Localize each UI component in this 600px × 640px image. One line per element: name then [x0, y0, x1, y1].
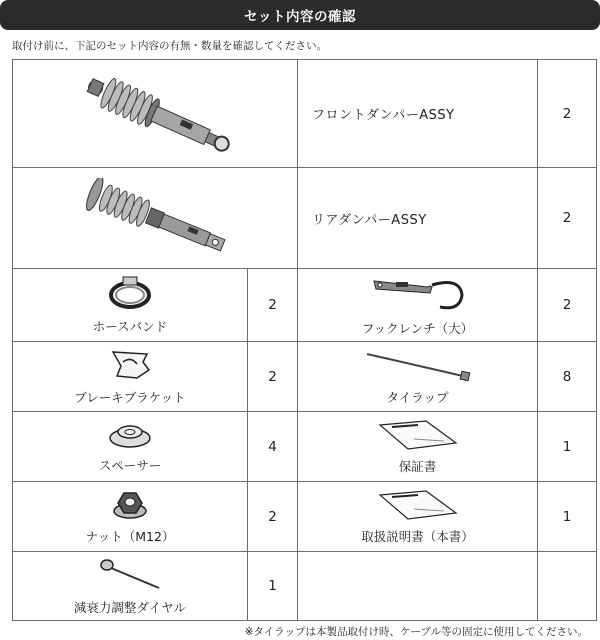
manual-icon [378, 489, 458, 521]
nut-label: ナット（M12） [85, 528, 175, 544]
warranty-card-cell [298, 412, 538, 482]
hose-band-qty: 2 [248, 269, 298, 342]
nut-icon [110, 489, 150, 521]
nut-cell [13, 482, 248, 552]
tie-wrap-qty: 8 [538, 342, 596, 412]
tie-wrap-cell [298, 342, 538, 412]
footnote: ※タイラップは本製品取付け時、ケーブル等の固定に使用してください。 [244, 626, 588, 638]
warranty-card-qty: 1 [538, 412, 596, 482]
hook-wrench-qty: 2 [538, 269, 596, 342]
brake-bracket-qty: 2 [248, 342, 298, 412]
hose-band-icon [107, 275, 153, 311]
warranty-card-icon [378, 419, 458, 451]
manual-cell [298, 482, 538, 552]
rear-damper-icon [70, 178, 240, 258]
tie-wrap-label: タイラップ [386, 389, 449, 405]
hook-wrench-cell [298, 269, 538, 342]
spacer-qty: 4 [248, 412, 298, 482]
damping-dial-qty: 1 [248, 552, 298, 620]
damping-dial-label: 減衰力調整ダイヤル [73, 600, 187, 615]
damping-dial-cell [13, 552, 248, 620]
manual-qty: 1 [538, 482, 596, 552]
rear-damper-name: リアダンパーASSY [298, 168, 538, 269]
warranty-card-label: 保証書 [398, 458, 437, 474]
spacer-icon [107, 420, 153, 450]
damping-dial-icon [95, 556, 165, 592]
hose-band-label: ホースバンド [92, 319, 168, 334]
front-damper-name: フロントダンパーASSY [298, 60, 538, 168]
empty-cell [298, 552, 538, 620]
intro-text: 取付け前に、下記のセット内容の有無・数量を確認してください。 [12, 40, 327, 52]
nut-qty: 2 [248, 482, 298, 552]
rear-damper-qty: 2 [538, 168, 596, 269]
section-header [0, 0, 600, 30]
contents-table [12, 59, 597, 621]
brake-bracket-label: ブレーキブラケット [74, 389, 186, 405]
hook-wrench-label: フックレンチ（大） [361, 321, 474, 336]
front-damper-qty: 2 [538, 60, 596, 168]
brake-bracket-icon [107, 348, 153, 382]
rear-damper-image-cell [13, 168, 298, 269]
brake-bracket-cell [13, 342, 248, 412]
empty-cell [538, 552, 596, 620]
hose-band-cell [13, 269, 248, 342]
manual-label: 取扱説明書（本書） [361, 528, 474, 544]
spacer-label: スペーサー [98, 457, 162, 473]
tie-wrap-icon [363, 348, 473, 382]
front-damper-image-cell [13, 60, 298, 168]
spacer-cell [13, 412, 248, 482]
hook-wrench-icon [368, 273, 468, 313]
front-damper-icon [70, 71, 240, 157]
section-title: セット内容の確認 [244, 9, 356, 25]
